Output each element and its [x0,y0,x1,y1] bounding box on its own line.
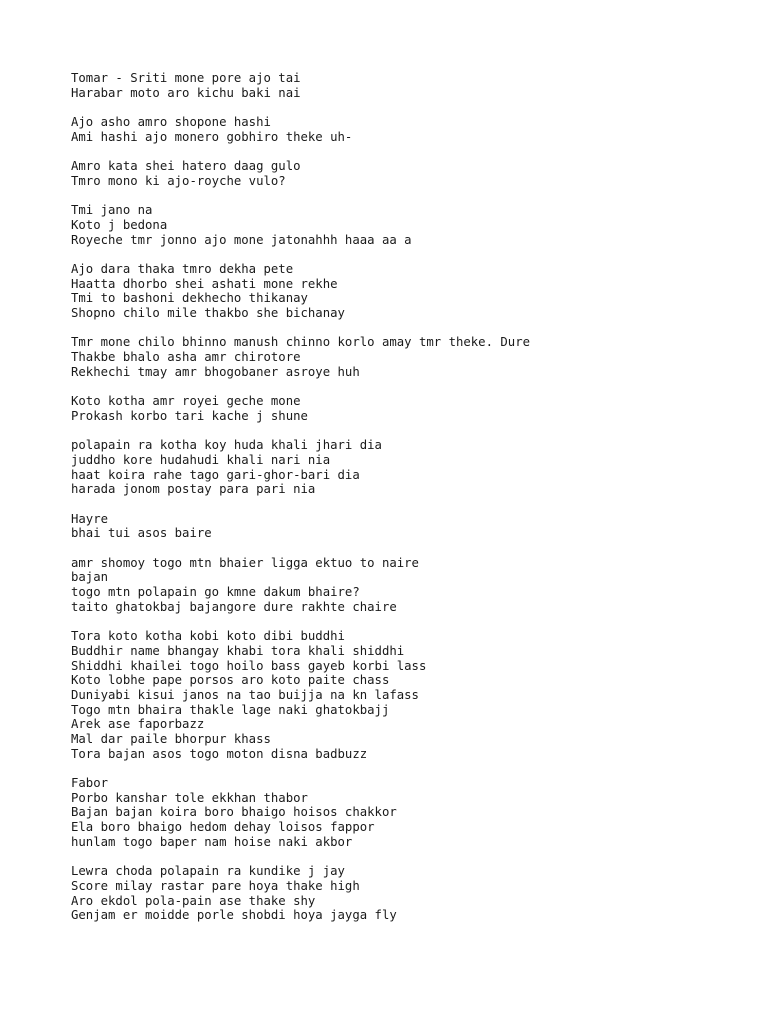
stanza [71,115,751,144]
stanza [71,629,751,761]
lyric-line: Ajo dara thaka tmro dekha pete [71,261,294,276]
lyric-line: polapain ra kotha koy huda khali jhari dia [71,438,382,453]
lyric-line: Tmr mone chilo bhinno manush chinno korlo amay tmr theke. Dure [71,335,531,350]
lyric-line: Ajo asho amro shopone hashi [71,115,271,130]
lyric-line: Genjam er moidde porle shobdi hoya jayga fly [71,908,397,923]
lyric-line: Tmro mono ki ajo-royche vulo? [71,173,286,188]
stanza [71,71,751,100]
lyric-line: Togo mtn bhaira thakle lage naki ghatokbajj [71,702,390,717]
stanza [71,512,751,541]
lyric-line: bajan [71,570,109,585]
lyric-line: Royeche tmr jonno ajo mone jatonahhh haaa aa a [71,232,412,247]
lyric-line: Buddhir name bhangay khabi tora khali shiddhi [71,643,405,658]
lyric-line: Shopno chilo mile thakbo she bichanay [71,306,345,320]
lyric-line: Koto j bedona [71,217,168,232]
lyric-line: togo mtn polapain go kmne dakum bhaire? [71,585,360,600]
lyric-line: bhai tui asos baire [71,526,212,541]
lyric-line: haat koira rahe tago gari-ghor-bari dia [71,467,360,482]
lyric-line: Fabor [71,776,109,790]
lyric-line: Tora bajan asos togo moton disna badbuzz [71,746,368,761]
lyric-line: Thakbe bhalo asha amr chirotore [71,350,301,365]
lyric-line: Ela boro bhaigo hedom dehay loisos fappor [71,820,375,835]
lyric-line: Amro kata shei hatero daag gulo [71,159,301,174]
stanza [71,262,751,321]
lyric-line: amr shomoy togo mtn bhaier ligga ektuo to naire [71,555,419,570]
lyric-line: harada jonom postay para pari nia [71,482,316,497]
lyric-line: Rekhechi tmay amr bhogobaner asroye huh [71,364,360,379]
stanza [71,335,751,379]
lyric-line: taito ghatokbaj bajangore dure rakhte chaire [71,599,397,614]
stanza [71,203,751,247]
lyric-line: juddho kore hudahudi khali nari nia [71,452,331,467]
lyric-line: Tomar - Sriti mone pore ajo tai [71,71,301,85]
lyric-line: Tmi jano na [71,203,153,218]
lyric-line: Aro ekdol pola-pain ase thake shy [71,893,316,908]
lyric-line: Duniyabi kisui janos na tao buijja na kn lafass [71,687,419,702]
stanza [71,864,751,923]
lyric-line: Harabar moto aro kichu baki nai [71,85,301,100]
lyric-line: Koto lobhe pape porsos aro koto paite chass [71,673,390,688]
lyric-line: Lewra choda polapain ra kundike j jay [71,864,345,879]
lyric-line: Mal dar paile bhorpur khass [71,731,271,746]
stanza [71,438,751,497]
stanza [71,159,751,188]
lyric-line: hunlam togo baper nam hoise naki akbor [71,834,353,849]
lyric-line: Tora koto kotha kobi koto dibi buddhi [71,629,345,644]
stanza [71,556,751,615]
lyric-line: Score milay rastar pare hoya thake high [71,878,360,893]
lyric-line: Ami hashi ajo monero gobhiro theke uh- [71,129,353,144]
stanza [71,394,751,423]
lyric-line: Shiddhi khailei togo hoilo bass gayeb korbi lass [71,658,427,673]
lyric-line: Koto kotha amr royei geche mone [71,394,301,409]
lyric-line: Haatta dhorbo shei ashati mone rekhe [71,276,338,291]
lyric-line: Porbo kanshar tole ekkhan thabor [71,790,308,805]
lyric-line: Hayre [71,511,109,526]
stanza [71,776,751,849]
lyrics-document [71,71,751,938]
lyric-line: Tmi to bashoni dekhecho thikanay [71,291,308,306]
lyric-line: Bajan bajan koira boro bhaigo hoisos chakkor [71,805,397,820]
lyric-line: Prokash korbo tari kache j shune [71,408,308,423]
lyric-line: Arek ase faporbazz [71,717,205,732]
